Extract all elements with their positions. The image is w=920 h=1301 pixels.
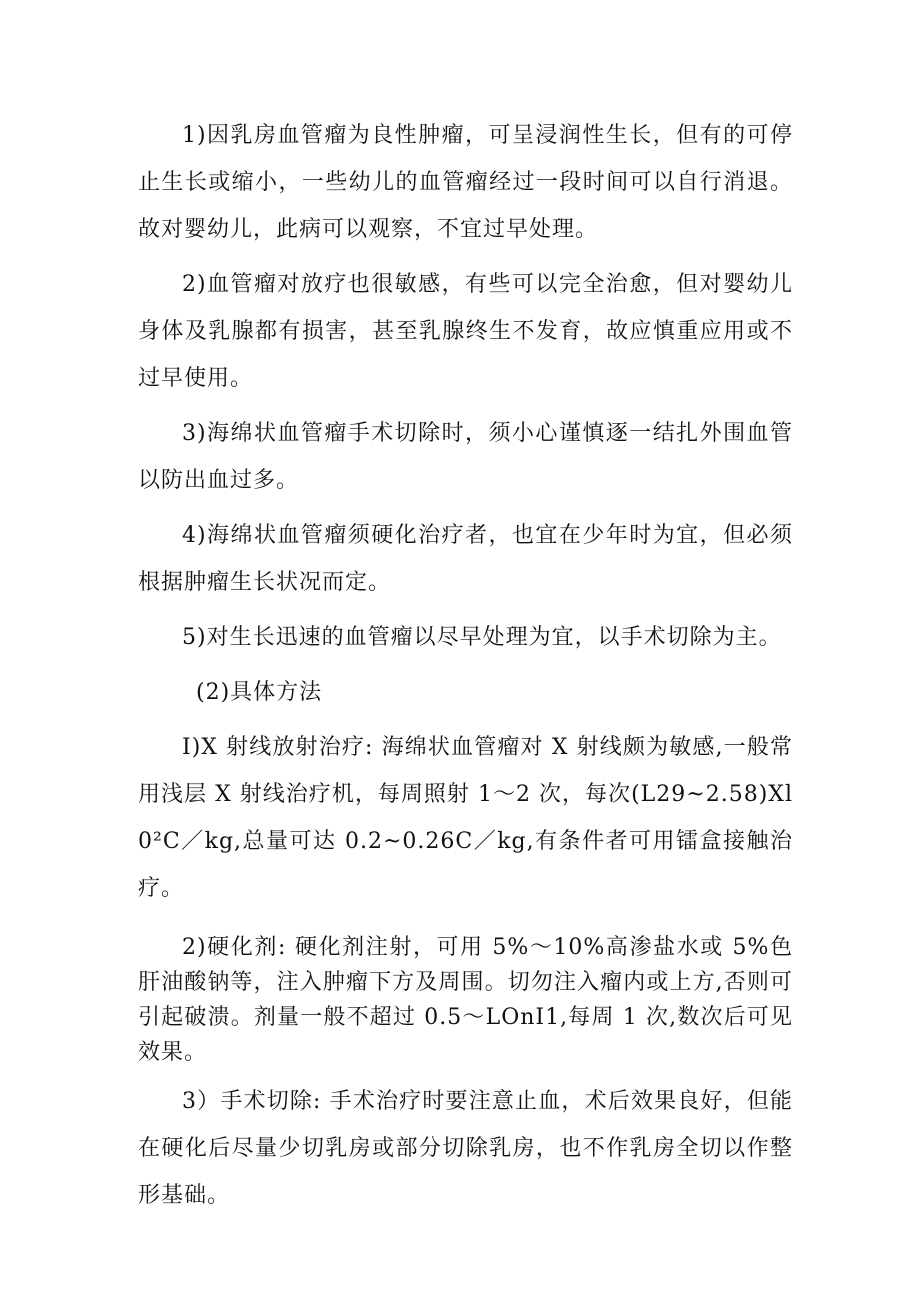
- paragraph-2: 2)血管瘤对放疗也很敏感，有些可以完全治愈，但对婴幼儿身体及乳腺都有损害，甚至乳腺终生不发育，故应慎重应用或不过早使用。: [138, 272, 793, 391]
- paragraph-1: 1)因乳房血管瘤为良性肿瘤，可呈浸润性生长，但有的可停止生长或缩小，一些幼儿的血管瘤经过一段时间可以自行消退。故对婴幼儿，此病可以观察，不宜过早处理。: [138, 123, 793, 242]
- document-body: [138, 112, 793, 1227]
- paragraph-4: 4)海绵状血管瘤须硬化治疗者，也宜在少年时为宜，但必须根据肿瘤生长状况而定。: [138, 523, 793, 595]
- paragraph-xray-therapy: I)X 射线放射治疗: 海绵状血管瘤对 X 射线颇为敏感,一般常用浅层 X 射线治疗机，每周照射 1～2 次，每次(L29~2.58)Xl0²C／kg,总量可达 0.2~0.26C／kg,有条件者可用镭盒接触治疗。: [138, 735, 793, 901]
- paragraph-sclerosant: 2)硬化剂: 硬化剂注射，可用 5%～10%高渗盐水或 5%色肝油酸钠等，注入肿瘤下方及周围。切勿注入瘤内或上方,否则可引起破溃。剂量一般不超过 0.5～LOnI1,每周 1 次,数次后可见效果。: [138, 935, 793, 1065]
- section-heading-methods: (2)具体方法: [196, 680, 323, 705]
- paragraph-5: 5)对生长迅速的血管瘤以尽早处理为宜，以手术切除为主。: [182, 625, 782, 650]
- paragraph-3: 3)海绵状血管瘤手术切除时，须小心谨慎逐一结扎外围血管以防出血过多。: [138, 421, 793, 493]
- paragraph-surgery: 3）手术切除: 手术治疗时要注意止血，术后效果良好，但能在硬化后尽量少切乳房或部分切除乳房，也不作乳房全切以作整形基础。: [138, 1089, 793, 1208]
